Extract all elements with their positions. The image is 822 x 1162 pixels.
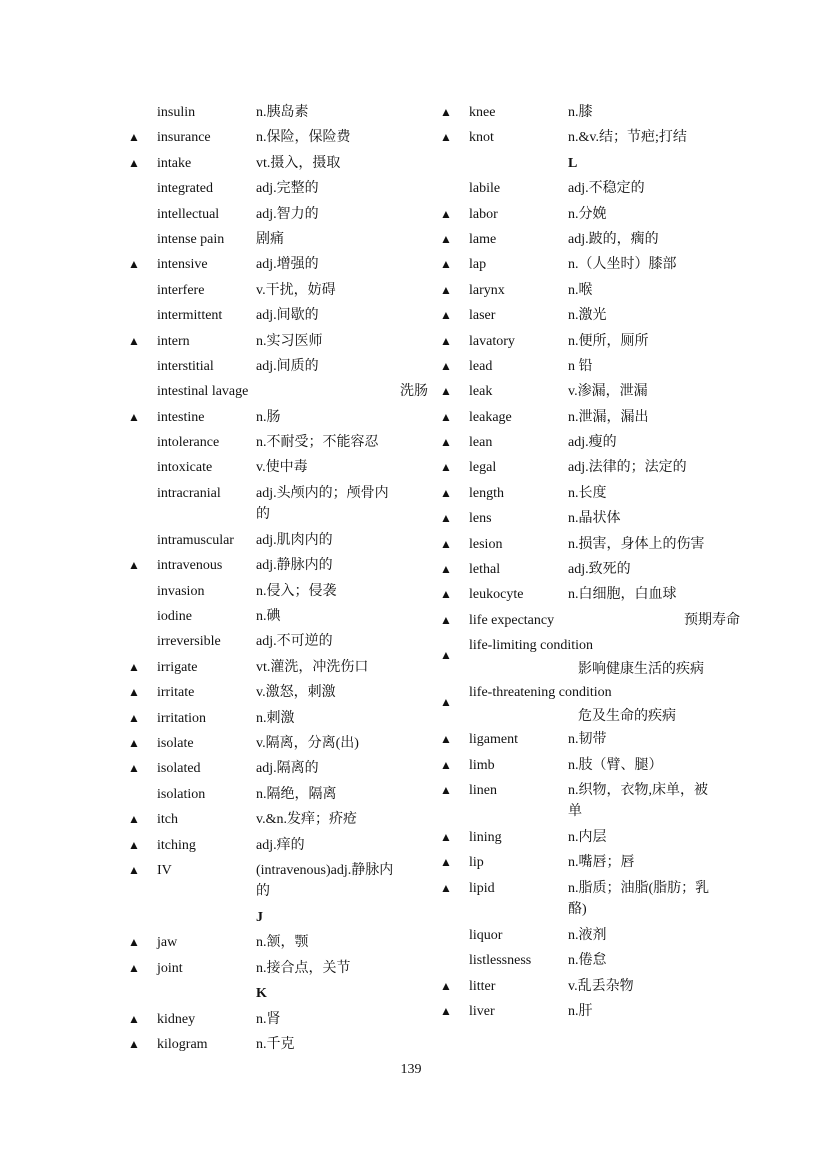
- entry-term: itching: [157, 837, 196, 853]
- entry-term: jaw: [157, 935, 178, 951]
- entry-term: lavatory: [469, 333, 515, 349]
- entry-term: invasion: [157, 583, 205, 599]
- entry-term: kidney: [157, 1011, 196, 1027]
- entry-definition: v.激怒，刺激: [256, 685, 336, 701]
- glossary-entry: [128, 733, 428, 758]
- entry-term: limb: [469, 757, 495, 773]
- entry-definition: n.不耐受；不能容忍: [256, 435, 379, 451]
- triangle-marker-icon: ▲: [128, 409, 140, 424]
- entry-term: lipid: [469, 880, 495, 896]
- entry-definition: v.干扰，妨碍: [256, 282, 336, 298]
- entry-term: joint: [157, 960, 183, 976]
- entry-term: knot: [469, 130, 494, 146]
- entry-definition: n.接合点，关节: [256, 960, 351, 976]
- glossary-entry: [128, 708, 428, 733]
- entry-definition: n.长度: [568, 485, 607, 501]
- glossary-entry: [440, 682, 740, 729]
- entry-term: isolated: [157, 761, 201, 777]
- triangle-marker-icon: ▲: [128, 837, 140, 852]
- glossary-entry: [440, 559, 740, 584]
- section-letter: L: [568, 155, 578, 171]
- entry-term: life-threatening condition: [469, 685, 612, 701]
- entry-definition: n.倦怠: [568, 953, 607, 969]
- entry-term: IV: [157, 862, 172, 878]
- glossary-entry: [440, 950, 740, 975]
- glossary-entry: [128, 178, 428, 203]
- entry-term: litter: [469, 978, 496, 994]
- entry-term: knee: [469, 105, 496, 120]
- glossary-entry: [440, 827, 740, 852]
- entry-definition: n.肢（臂、腿）: [568, 757, 663, 773]
- entry-definition: n.颔，颚: [256, 935, 309, 951]
- entry-definition: n.肾: [256, 1011, 281, 1027]
- glossary-entry: [128, 530, 428, 555]
- entry-definition: adj.静脉内的: [256, 558, 333, 574]
- entry-term: lame: [469, 231, 497, 247]
- entry-term: intramuscular: [157, 532, 234, 548]
- entry-term: leak: [469, 384, 493, 400]
- glossary-entry: [128, 381, 428, 406]
- entry-term: irrigate: [157, 659, 198, 675]
- entry-definition: v.隔离，分离(出): [256, 735, 359, 751]
- triangle-marker-icon: ▲: [128, 130, 140, 145]
- section-letter: K: [256, 986, 267, 1002]
- glossary-entry: [440, 457, 740, 482]
- entry-definition: adj.跛的，瘸的: [568, 231, 659, 247]
- entry-term: lip: [469, 855, 484, 871]
- glossary-entry: [440, 127, 740, 152]
- entry-definition: n.侵入；侵袭: [256, 583, 337, 599]
- glossary-entry: [128, 153, 428, 178]
- entry-definition: n.肝: [568, 1003, 593, 1019]
- glossary-entry: [128, 581, 428, 606]
- glossary-entry: [128, 555, 428, 580]
- entry-term: listlessness: [469, 953, 532, 969]
- entry-term: lesion: [469, 536, 503, 552]
- triangle-marker-icon: ▲: [440, 511, 452, 526]
- triangle-marker-icon: ▲: [440, 648, 452, 663]
- triangle-marker-icon: ▲: [440, 695, 452, 710]
- entry-definition: n.内层: [568, 829, 607, 845]
- entry-definition: n.刺激: [256, 710, 295, 726]
- glossary-entry: [128, 102, 428, 127]
- entry-term: intake: [157, 155, 192, 171]
- entry-term: irritation: [157, 710, 206, 726]
- glossary-entry: [128, 483, 428, 530]
- entry-term: intracranial: [157, 485, 221, 501]
- triangle-marker-icon: ▲: [440, 358, 452, 373]
- entry-definition: n.嘴唇；唇: [568, 855, 635, 871]
- glossary-entry: [128, 432, 428, 457]
- entry-term: lean: [469, 435, 493, 451]
- triangle-marker-icon: ▲: [440, 282, 452, 297]
- triangle-marker-icon: ▲: [128, 812, 140, 827]
- triangle-marker-icon: ▲: [128, 935, 140, 950]
- entry-term: lap: [469, 257, 487, 273]
- glossary-entry: [440, 305, 740, 330]
- glossary-entry: [128, 1034, 428, 1059]
- triangle-marker-icon: ▲: [440, 231, 452, 246]
- entry-definition: adj.瘦的: [568, 435, 617, 451]
- entry-definition: adj.不可逆的: [256, 634, 333, 650]
- glossary-entry: [128, 809, 428, 834]
- entry-definition: adj.完整的: [256, 181, 319, 197]
- triangle-marker-icon: ▲: [440, 485, 452, 500]
- triangle-marker-icon: ▲: [440, 978, 452, 993]
- triangle-marker-icon: ▲: [440, 587, 452, 602]
- glossary-entry: [128, 606, 428, 631]
- glossary-entry: [440, 407, 740, 432]
- glossary-entry: [128, 280, 428, 305]
- glossary-entry: [440, 584, 740, 609]
- entry-definition: n.肠: [256, 409, 281, 425]
- entry-term: labor: [469, 206, 498, 222]
- triangle-marker-icon: ▲: [440, 880, 452, 895]
- triangle-marker-icon: ▲: [128, 257, 140, 272]
- entry-term: life expectancy: [469, 612, 555, 628]
- entry-term: life-limiting condition: [469, 638, 594, 654]
- entry-term: lens: [469, 511, 492, 527]
- entry-term: intensive: [157, 257, 208, 273]
- entry-term: leakage: [469, 409, 512, 425]
- left-column: [128, 102, 428, 1059]
- entry-term: liquor: [469, 927, 503, 943]
- glossary-entry: [128, 457, 428, 482]
- entry-definition: n 铅: [568, 358, 593, 374]
- entry-definition: n.激光: [568, 308, 607, 324]
- entry-term: liver: [469, 1003, 495, 1019]
- entry-term: leukocyte: [469, 587, 524, 603]
- entry-term: laser: [469, 308, 496, 324]
- glossary-entry: [128, 305, 428, 330]
- triangle-marker-icon: ▲: [440, 460, 452, 475]
- entry-term: larynx: [469, 282, 505, 298]
- entry-definition: n.隔绝，隔离: [256, 786, 337, 802]
- entry-term: intermittent: [157, 308, 223, 324]
- glossary-entry: [440, 178, 740, 203]
- entry-definition: v.渗漏，泄漏: [568, 384, 648, 400]
- entry-term: interfere: [157, 282, 205, 298]
- entry-term: intense pain: [157, 231, 225, 247]
- triangle-marker-icon: ▲: [440, 130, 452, 145]
- glossary-entry: [440, 331, 740, 356]
- triangle-marker-icon: ▲: [440, 1003, 452, 1018]
- glossary-entry: [440, 610, 740, 635]
- glossary-entry: [440, 534, 740, 559]
- entry-term: intestine: [157, 409, 205, 425]
- glossary-entry: [440, 254, 740, 279]
- page-number: 139: [400, 1062, 422, 1077]
- entry-term: lining: [469, 829, 502, 845]
- glossary-entry: [440, 432, 740, 457]
- entry-definition: adj.增强的: [256, 257, 319, 273]
- entry-term: interstitial: [157, 358, 214, 374]
- triangle-marker-icon: ▲: [440, 308, 452, 323]
- triangle-marker-icon: ▲: [440, 384, 452, 399]
- entry-definition: vt.灌洗，冲洗伤口: [256, 659, 369, 675]
- glossary-entry: [128, 127, 428, 152]
- entry-term: isolate: [157, 735, 194, 751]
- glossary-entry: [128, 758, 428, 783]
- entry-term: intestinal lavage: [157, 384, 249, 400]
- entry-definition: n.泄漏，漏出: [568, 409, 649, 425]
- triangle-marker-icon: ▲: [128, 659, 140, 674]
- entry-definition: n.白细胞，白血球: [568, 587, 677, 603]
- glossary-entry: [440, 356, 740, 381]
- entry-definition: 危及生命的疾病: [578, 708, 676, 724]
- glossary-entry: [440, 635, 740, 682]
- glossary-entry: [440, 878, 740, 925]
- glossary-entry: [128, 784, 428, 809]
- triangle-marker-icon: ▲: [440, 732, 452, 747]
- section-letter: J: [256, 909, 263, 925]
- entry-definition: n.（人坐时）膝部: [568, 257, 677, 273]
- entry-definition: v.使中毒: [256, 460, 308, 476]
- glossary-entry: [440, 755, 740, 780]
- glossary-entry: [128, 682, 428, 707]
- entry-term: iodine: [157, 609, 192, 625]
- triangle-marker-icon: ▲: [128, 735, 140, 750]
- entry-term: labile: [469, 181, 501, 197]
- glossary-entry: [440, 925, 740, 950]
- entry-term: intravenous: [157, 558, 223, 574]
- triangle-marker-icon: ▲: [128, 1036, 140, 1051]
- glossary-entry: [128, 932, 428, 957]
- triangle-marker-icon: ▲: [440, 536, 452, 551]
- glossary-entry: [128, 835, 428, 860]
- entry-definition: 影响健康生活的疾病: [578, 661, 704, 677]
- entry-definition: n.喉: [568, 282, 593, 298]
- triangle-marker-icon: ▲: [440, 435, 452, 450]
- triangle-marker-icon: ▲: [128, 685, 140, 700]
- entry-term: isolation: [157, 786, 206, 802]
- entry-term: linen: [469, 782, 497, 798]
- triangle-marker-icon: ▲: [128, 333, 140, 348]
- glossary-entry: [128, 229, 428, 254]
- entry-term: integrated: [157, 181, 213, 197]
- entry-definition: adj.隔离的: [256, 761, 319, 777]
- glossary-entry: [440, 1001, 740, 1026]
- entry-definition: n.韧带: [568, 732, 607, 748]
- glossary-entry: [128, 331, 428, 356]
- glossary-entry: [440, 729, 740, 754]
- glossary-entry: [128, 657, 428, 682]
- entry-definition: n.碘: [256, 609, 281, 625]
- entry-term: kilogram: [157, 1036, 208, 1052]
- glossary-entry: [128, 204, 428, 229]
- glossary-entry: [440, 280, 740, 305]
- entry-definition: n.便所，厕所: [568, 333, 649, 349]
- entry-term: ligament: [469, 732, 518, 748]
- triangle-marker-icon: ▲: [128, 761, 140, 776]
- entry-term: length: [469, 485, 504, 501]
- triangle-marker-icon: ▲: [128, 862, 140, 877]
- glossary-entry: [128, 1009, 428, 1034]
- triangle-marker-icon: ▲: [128, 155, 140, 170]
- entry-definition: vt.摄入，摄取: [256, 155, 341, 171]
- entry-definition: n.保险，保险费: [256, 130, 351, 146]
- glossary-entry: [440, 229, 740, 254]
- glossary-entry: [440, 102, 740, 127]
- entry-definition: 洗肠: [400, 384, 428, 400]
- glossary-entry: [128, 356, 428, 381]
- glossary-entry: [440, 508, 740, 533]
- glossary-entry: [440, 976, 740, 1001]
- glossary-entry: [128, 860, 428, 907]
- triangle-marker-icon: ▲: [128, 1011, 140, 1026]
- entry-term: intellectual: [157, 206, 220, 222]
- glossary-entry: [128, 254, 428, 279]
- entry-definition: adj.痒的: [256, 837, 305, 853]
- triangle-marker-icon: ▲: [440, 105, 452, 119]
- entry-definition: n.实习医师: [256, 333, 323, 349]
- entry-term: legal: [469, 460, 497, 476]
- entry-term: irritate: [157, 685, 195, 701]
- entry-definition: adj.头颅内的；颅骨内的: [256, 485, 389, 522]
- triangle-marker-icon: ▲: [128, 558, 140, 573]
- entry-term: itch: [157, 812, 178, 828]
- entry-definition: 预期寿命: [684, 612, 740, 628]
- entry-definition: (intravenous)adj.静脉内的: [256, 862, 394, 899]
- entry-definition: n.胰岛素: [256, 105, 309, 120]
- entry-term: irreversible: [157, 634, 221, 650]
- triangle-marker-icon: ▲: [440, 855, 452, 870]
- triangle-marker-icon: ▲: [440, 782, 452, 797]
- entry-definition: n.千克: [256, 1036, 295, 1052]
- entry-term: intolerance: [157, 435, 220, 451]
- glossary-entry: [440, 381, 740, 406]
- entry-term: lethal: [469, 562, 501, 578]
- entry-term: insulin: [157, 105, 196, 120]
- entry-term: insurance: [157, 130, 211, 146]
- glossary-entry: [440, 483, 740, 508]
- entry-term: intern: [157, 333, 190, 349]
- triangle-marker-icon: ▲: [440, 562, 452, 577]
- triangle-marker-icon: ▲: [440, 409, 452, 424]
- triangle-marker-icon: ▲: [440, 612, 452, 627]
- triangle-marker-icon: ▲: [440, 257, 452, 272]
- glossary-entry: [440, 852, 740, 877]
- entry-definition: n.膝: [568, 105, 593, 120]
- triangle-marker-icon: ▲: [440, 829, 452, 844]
- entry-definition: v.&n.发痒；疥疮: [256, 812, 357, 828]
- entry-definition: adj.法律的；法定的: [568, 460, 687, 476]
- entry-definition: adj.间歇的: [256, 308, 319, 324]
- triangle-marker-icon: ▲: [440, 206, 452, 221]
- entry-definition: n.脂质；油脂(脂肪；乳酪): [568, 880, 710, 917]
- entry-definition: adj.致死的: [568, 562, 631, 578]
- entry-definition: n.&v.结；节疤;打结: [568, 130, 687, 146]
- triangle-marker-icon: ▲: [440, 333, 452, 348]
- entry-definition: n.损害，身体上的伤害: [568, 536, 705, 552]
- glossary-entry: [440, 780, 740, 827]
- glossary-entry: [128, 407, 428, 432]
- entry-definition: 剧痛: [256, 231, 284, 247]
- entry-definition: n.分娩: [568, 206, 607, 222]
- glossary-entry: [128, 958, 428, 983]
- entry-definition: adj.间质的: [256, 358, 319, 374]
- entry-definition: adj.肌肉内的: [256, 532, 333, 548]
- triangle-marker-icon: ▲: [440, 757, 452, 772]
- entry-definition: n.织物，衣物,床单，被单: [568, 782, 708, 819]
- entry-definition: n.液剂: [568, 927, 607, 943]
- right-column: [440, 102, 740, 1026]
- entry-term: intoxicate: [157, 460, 213, 476]
- glossary-entry: [128, 631, 428, 656]
- triangle-marker-icon: ▲: [128, 960, 140, 975]
- entry-definition: n.晶状体: [568, 511, 621, 527]
- entry-definition: v.乱丢杂物: [568, 978, 634, 994]
- glossary-entry: [440, 204, 740, 229]
- entry-definition: adj.不稳定的: [568, 181, 645, 197]
- triangle-marker-icon: ▲: [128, 710, 140, 725]
- entry-definition: adj.智力的: [256, 206, 319, 222]
- entry-term: lead: [469, 358, 493, 374]
